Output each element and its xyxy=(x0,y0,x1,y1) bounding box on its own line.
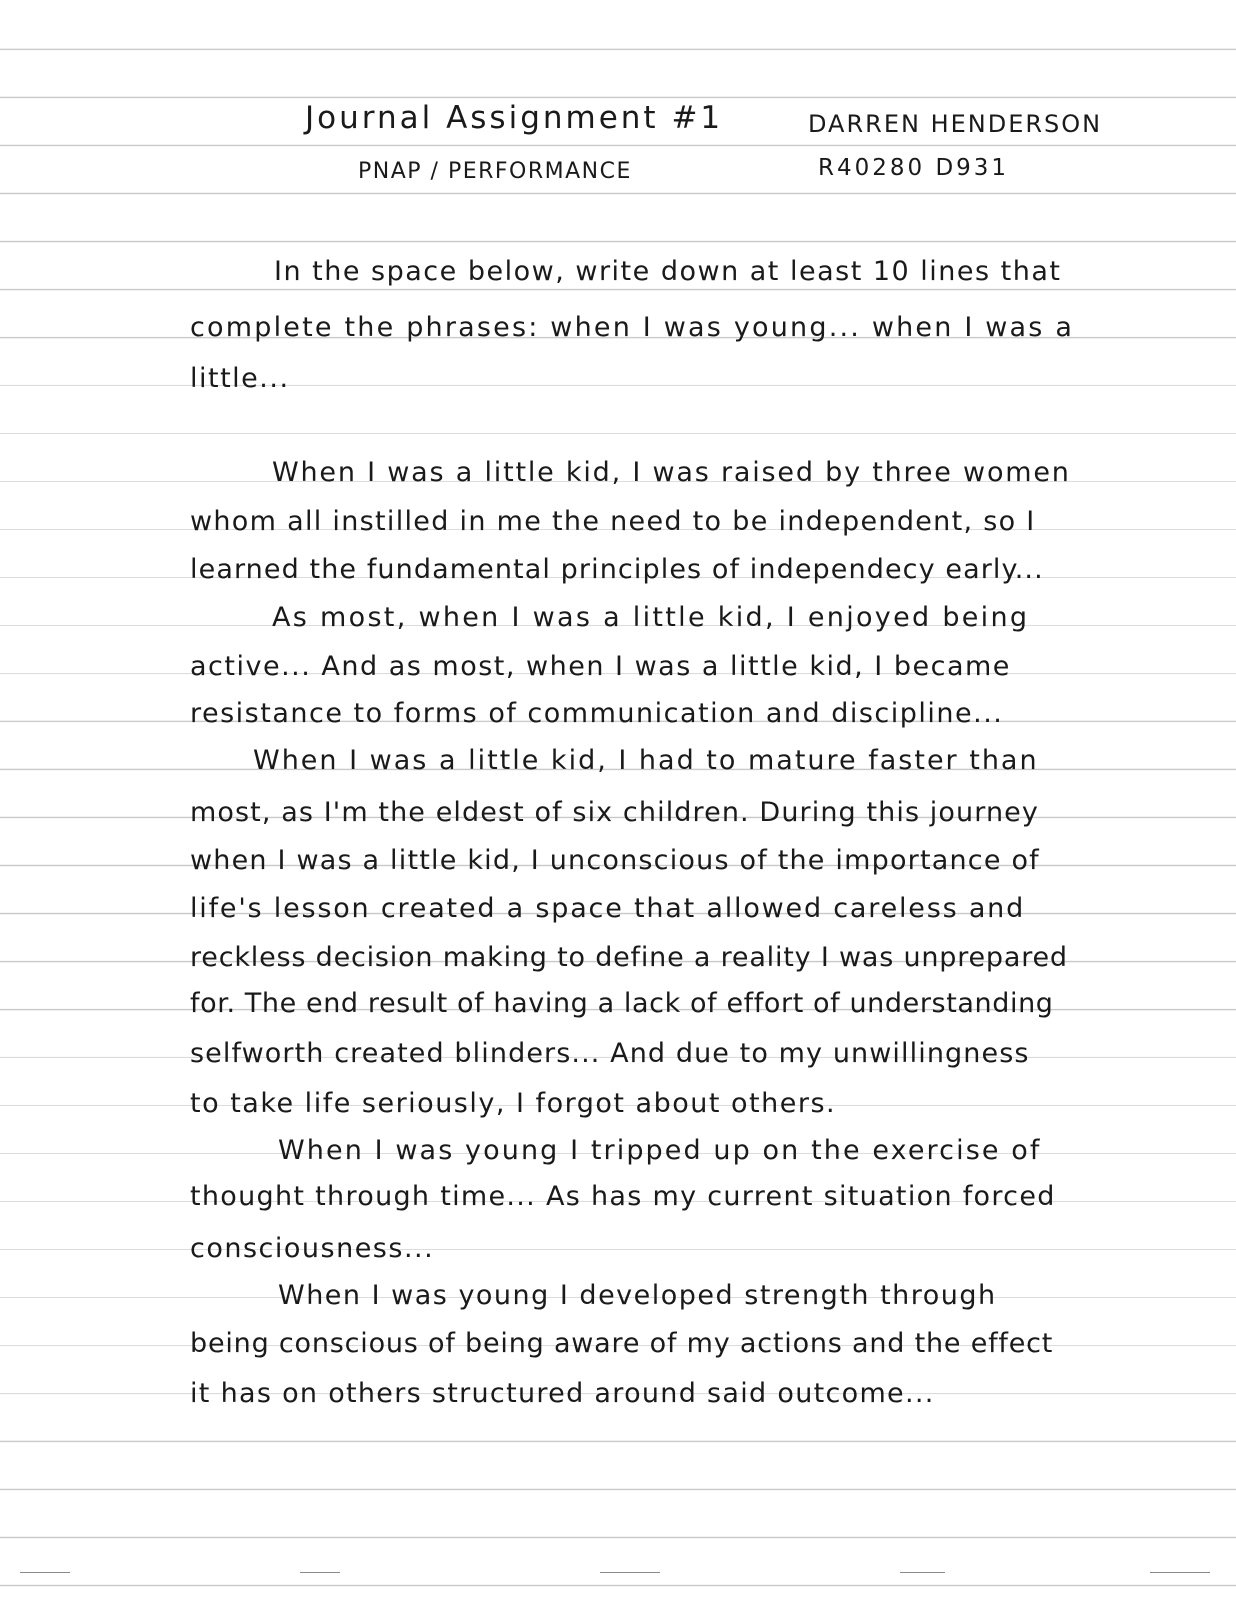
body-line: learned the fundamental principles of independecy early... xyxy=(190,554,1044,585)
scan-mark xyxy=(900,1572,945,1573)
body-line: thought through time... As has my current situation forced xyxy=(190,1181,1056,1212)
scan-mark xyxy=(600,1572,660,1573)
body-line: As most, when I was a little kid, I enjoyed being xyxy=(272,602,1030,633)
body-line: for. The end result of having a lack of effort of understanding xyxy=(190,988,1054,1019)
body-line: most, as I'm the eldest of six children. During this journey xyxy=(190,797,1039,828)
body-line: When I was young I tripped up on the exercise of xyxy=(278,1135,1042,1166)
scan-mark xyxy=(300,1572,340,1573)
scan-mark xyxy=(1150,1572,1210,1573)
body-line: When I was young I developed strength through xyxy=(278,1280,997,1311)
student-id: R40280 D931 xyxy=(818,155,1010,181)
body-line: resistance to forms of communication and discipline... xyxy=(190,698,1004,729)
scan-mark xyxy=(20,1572,70,1573)
course-label: PNAP / PERFORMANCE xyxy=(358,159,632,184)
journal-title: Journal Assignment #1 xyxy=(305,100,724,136)
body-line: When I was a little kid, I was raised by three women xyxy=(272,457,1071,488)
body-line: it has on others structured around said outcome... xyxy=(190,1378,935,1409)
body-line: to take life seriously, I forgot about others. xyxy=(190,1088,837,1119)
student-name: DARREN HENDERSON xyxy=(808,110,1103,138)
body-line: whom all instilled in me the need to be independent, so I xyxy=(190,506,1036,537)
body-line: selfworth created blinders... And due to my unwillingness xyxy=(190,1038,1030,1069)
prompt-line: In the space below, write down at least 10 lines that xyxy=(274,256,1062,287)
body-line: consciousness... xyxy=(190,1233,435,1264)
body-line: active... And as most, when I was a little kid, I became xyxy=(190,651,1011,682)
body-line: reckless decision making to define a reality I was unprepared xyxy=(190,942,1068,973)
prompt-line: little... xyxy=(190,363,290,394)
prompt-line: complete the phrases: when I was young... when I was a xyxy=(190,312,1075,343)
body-line: being conscious of being aware of my actions and the effect xyxy=(190,1328,1054,1359)
body-line: when I was a little kid, I unconscious of the importance of xyxy=(190,845,1040,876)
body-line: When I was a little kid, I had to mature faster than xyxy=(253,745,1039,776)
body-line: life's lesson created a space that allowed careless and xyxy=(190,893,1026,924)
